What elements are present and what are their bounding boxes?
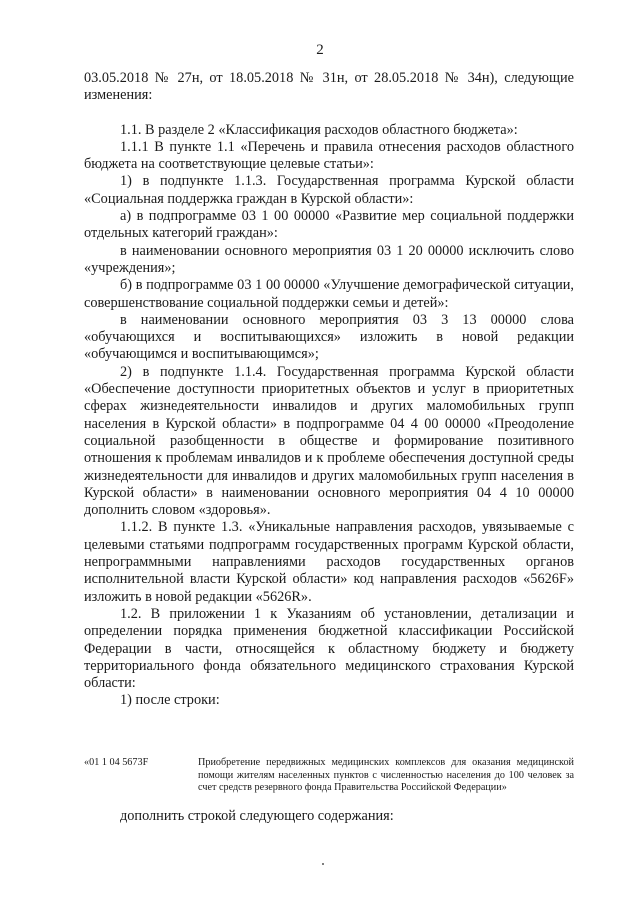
paragraph-subprogram-a: а) в подпрограмме 03 1 00 00000 «Развитие мер социальной поддержки отдельных категорий граждан»:: [84, 208, 574, 242]
paragraph-1-1-2: 1.1.2. В пункте 1.3. «Уникальные направления расходов, увязываемые с целевыми статьями подпрограмм государственных программ Курской области, непрограммными направлениями расходов государственных органов исполнительной власти Курской области» код направления расходов «5626F» изложить в новой редакции «5626R».: [84, 519, 574, 605]
paragraph-subpoint-1: 1) в подпункте 1.1.3. Государственная программа Курской области «Социальная поддержка граждан в Курской области»:: [84, 173, 574, 207]
paragraph-subpoint-2: 2) в подпункте 1.1.4. Государственная программа Курской области «Обеспечение доступности приоритетных объектов и услуг в приоритетных сферах жизнедеятельности инвалидов и других маломобильных групп населения в Курской области» в подпрограмме 04 4 00 00000 «Преодоление социальной разобщенности в обществе и формирование позитивного отношения к проблемам инвалидов и к проблеме обеспечения доступной среды жизнедеятельности для инвалидов и других маломобильных групп населения в Курской области» в наименовании основного мероприятия 04 4 10 00000 дополнить словом «здоровья».: [84, 363, 574, 519]
paragraph-after-row: 1) после строки:: [120, 692, 220, 709]
paragraph-1-1: 1.1. В разделе 2 «Классификация расходов областного бюджета»:: [120, 121, 518, 138]
row-description: Приобретение передвижных медицинских комплексов для оказания медицинской помощи жителям населенных пунктов с численностью населения до 100 человек за счет средств резервного фонда Правительства Российской Федерации»: [198, 757, 574, 794]
paragraph-1-1-1: 1.1.1 В пункте 1.1 «Перечень и правила отнесения расходов областного бюджета на соответствующие целевые статьи»:: [84, 138, 574, 173]
paragraph-1-2: 1.2. В приложении 1 к Указаниям об установлении, детализации и определении порядка применения бюджетной классификации Российской Федерации в части, относящейся к областному бюджету и бюджету территориального фонда обязательного медицинского страхования Курской области:: [84, 605, 574, 692]
scan-speck: [322, 863, 324, 865]
paragraph-intro: 03.05.2018 № 27н, от 18.05.2018 № 31н, от 28.05.2018 № 34н), следующие изменения:: [84, 70, 574, 104]
row-code: «01 1 04 5673F: [84, 757, 149, 768]
document-body: [84, 70, 574, 710]
paragraph-new-wording: в наименовании основного мероприятия 03 3 13 00000 слова «обучающихся и воспитывающихся» изложить в новой редакции «обучающимся и воспитывающимся»;: [84, 311, 574, 363]
paragraph-subprogram-b: б) в подпрограмме 03 1 00 00000 «Улучшение демографической ситуации, совершенствование социальной поддержки семьи и детей»:: [84, 277, 574, 311]
page-number: 2: [316, 42, 324, 58]
paragraph-exclude-word: в наименовании основного мероприятия 03 1 20 00000 исключить слово «учреждения»;: [84, 242, 574, 276]
paragraph-add-row: дополнить строкой следующего содержания:: [120, 808, 394, 824]
